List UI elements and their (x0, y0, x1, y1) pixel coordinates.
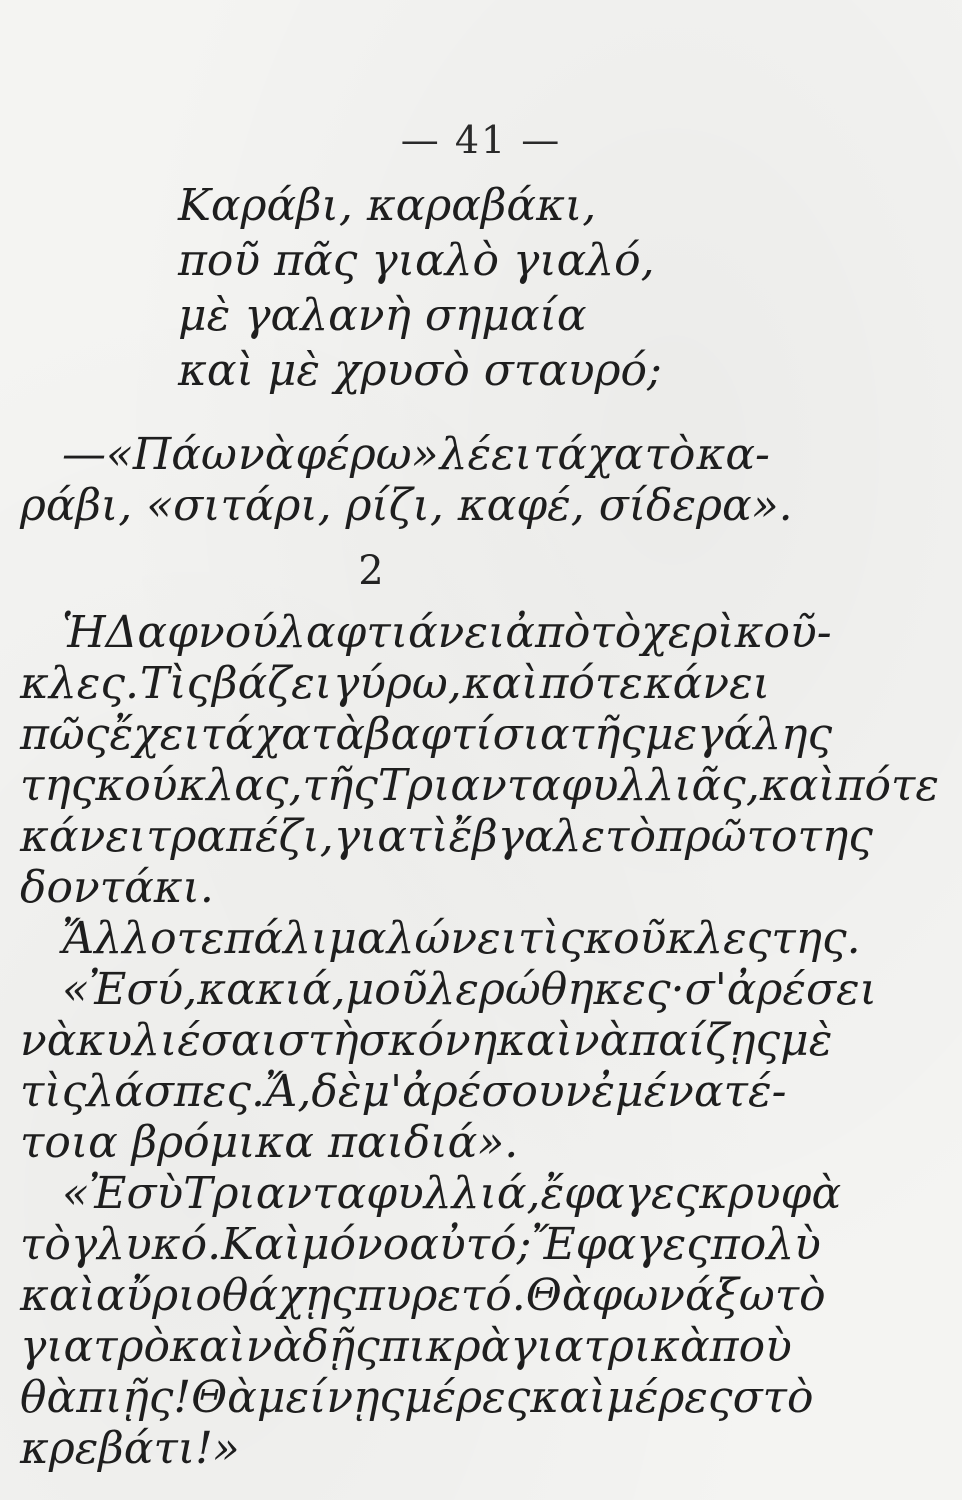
text-line (20, 760, 940, 812)
word: «Ἐσύ, (62, 964, 198, 1015)
word: κούκλας, (95, 760, 303, 811)
word: Ἄλλοτε (62, 913, 225, 964)
word: δὲ (311, 1066, 362, 1117)
word: της (20, 760, 96, 811)
word: λέει (439, 429, 533, 480)
text-line (20, 430, 770, 481)
word: γύρω, (332, 658, 462, 709)
word: κάνει (643, 658, 770, 709)
word: ποὺ (709, 1321, 792, 1372)
word: τὸ (774, 1270, 826, 1321)
text-line (20, 1424, 770, 1475)
word: τὶς (20, 1066, 87, 1117)
prose-block (20, 607, 940, 1475)
word: καὶ (497, 1015, 573, 1066)
word: Τριανταφυλλιᾶς, (377, 760, 760, 811)
word: βαφτίσια (365, 709, 570, 760)
word: θάχῃς (221, 1270, 356, 1321)
word: φέρω» (295, 429, 439, 480)
word: δῇς (302, 1321, 380, 1372)
word: κα- (696, 429, 770, 480)
word: παίζῃς (629, 1015, 781, 1066)
word: ἔβγαλε (448, 811, 606, 862)
poem-line: μὲ γαλανὴ σημαία (178, 290, 587, 341)
word: κοῦκλες (584, 913, 772, 964)
word: της (797, 811, 873, 862)
word: ἀρέσουν (402, 1066, 592, 1117)
page-number: — 41 — (400, 118, 562, 162)
word: ἀρέσει (726, 964, 877, 1015)
word: μεγάλης (645, 709, 833, 760)
text-line (20, 1066, 787, 1118)
text-line-content: κρεβάτι!» (20, 1423, 240, 1474)
word: Δαφνούλα (105, 607, 336, 658)
word: τὸ (20, 1219, 71, 1270)
word: γλυκό. (70, 1219, 222, 1270)
word: μέρες (404, 1372, 531, 1423)
word: τέ- (723, 1066, 787, 1117)
word: τὸ (605, 811, 656, 862)
word: κρυφὰ (699, 1168, 842, 1219)
word: αὐτό; (409, 1219, 532, 1270)
word: πυρετό. (355, 1270, 526, 1321)
poem-line: ποῦ πᾶς γιαλὸ γιαλό, (178, 235, 655, 286)
word: κακιά, (197, 964, 346, 1015)
word: βάζει (212, 658, 333, 709)
word: καὶ (20, 1270, 96, 1321)
word: κάνει (20, 811, 147, 862)
text-line-content: δοντάκι. (20, 862, 214, 913)
poem-stanza (178, 178, 818, 398)
word: νὰ (572, 1015, 630, 1066)
text-line (20, 1372, 814, 1424)
word: τάχα (533, 429, 644, 480)
text-line (20, 1015, 833, 1067)
word: —«Πάω (62, 429, 237, 480)
text-line (20, 659, 770, 710)
section-number: 2 (358, 548, 384, 594)
word: μέρες (606, 1372, 733, 1423)
text-line (20, 913, 861, 965)
word: λερώθηκες· (427, 964, 685, 1015)
text-line (20, 480, 793, 532)
word: ἐμένα (591, 1066, 724, 1117)
word: ἀπὸ (505, 607, 591, 658)
word: Ἡ (62, 607, 106, 658)
poem-line: καὶ μὲ χρυσὸ σταυρό; (178, 345, 662, 396)
word: μείνῃς (256, 1372, 405, 1423)
word: μοῦ (345, 964, 428, 1015)
word: πάλι (224, 913, 329, 964)
text-line (20, 811, 873, 863)
word: κλες. (20, 658, 139, 709)
word: Τὶς (139, 658, 212, 709)
text-line (20, 709, 833, 761)
word: στὴ (277, 1015, 359, 1066)
word: πιῇς! (76, 1372, 192, 1423)
word: Τριανταφυλλιά, (183, 1168, 541, 1219)
word: ἔχει (109, 709, 201, 760)
text-line (20, 1321, 792, 1373)
text-line-content: ράβι, «σιτάρι, ρίζι, καφέ, σίδερα». (20, 480, 793, 531)
word: γιατὶ (333, 811, 449, 862)
word: πότε (539, 658, 643, 709)
word: λάσπες. (86, 1066, 266, 1117)
word: τὶς (517, 913, 585, 964)
word: καὶ (462, 658, 539, 709)
text-line (20, 1168, 842, 1220)
word: πότε (835, 760, 940, 811)
word: τάχα (200, 709, 312, 760)
text-line (20, 607, 832, 659)
word: τὸ (644, 429, 696, 480)
word: καὶ (530, 1372, 607, 1423)
poem-line: Καράβι, καραβάκι, (178, 180, 597, 231)
word: της. (771, 913, 861, 964)
word: τῆς (569, 709, 646, 760)
word: Ἔφαγες (531, 1219, 711, 1270)
word: Θὰ (525, 1270, 592, 1321)
word: σκόνη (358, 1015, 498, 1066)
word: Ἄ, (265, 1066, 312, 1117)
word: νὰ (245, 1321, 303, 1372)
word: τῆς (302, 760, 378, 811)
word: φτιάνει (335, 607, 506, 658)
word: γιατρικὰ (510, 1321, 710, 1372)
word: σ' (684, 964, 727, 1015)
word: αὔριο (95, 1270, 222, 1321)
word: τὰ (311, 709, 366, 760)
text-line (20, 1270, 826, 1322)
word: θὰ (20, 1372, 77, 1423)
paragraph-ship-reply (20, 429, 793, 532)
word: μ' (361, 1066, 403, 1117)
word: πρῶτο (656, 811, 798, 862)
word: τραπέζι, (146, 811, 334, 862)
text-line (20, 964, 877, 1016)
word: νὰ (237, 429, 295, 480)
word: καὶ (169, 1321, 246, 1372)
word: πῶς (20, 709, 110, 760)
word: Καὶ (221, 1219, 301, 1270)
word: καὶ (759, 760, 836, 811)
word: πικρὰ (379, 1321, 511, 1372)
word: γιατρὸ (20, 1321, 170, 1372)
word: «Ἐσὺ (62, 1168, 184, 1219)
word: νὰ (20, 1015, 77, 1066)
word: τὸ (590, 607, 642, 658)
word: φωνάξω (591, 1270, 775, 1321)
word: κοῦ- (734, 607, 832, 658)
word: στὸ (732, 1372, 814, 1423)
word: χερὶ (641, 607, 735, 658)
text-line (20, 1118, 770, 1169)
word: κυλιέσαι (76, 1015, 278, 1066)
word: ἔφαγες (540, 1168, 700, 1219)
text-line (20, 1219, 821, 1271)
text-line (20, 863, 770, 914)
word: μαλώνει (328, 913, 518, 964)
word: μόνο (300, 1219, 410, 1270)
word: πολὺ (710, 1219, 821, 1270)
text-line-content: τοια βρόμικα παιδιά». (20, 1117, 519, 1168)
word: μὲ (780, 1015, 833, 1066)
word: Θὰ (191, 1372, 257, 1423)
